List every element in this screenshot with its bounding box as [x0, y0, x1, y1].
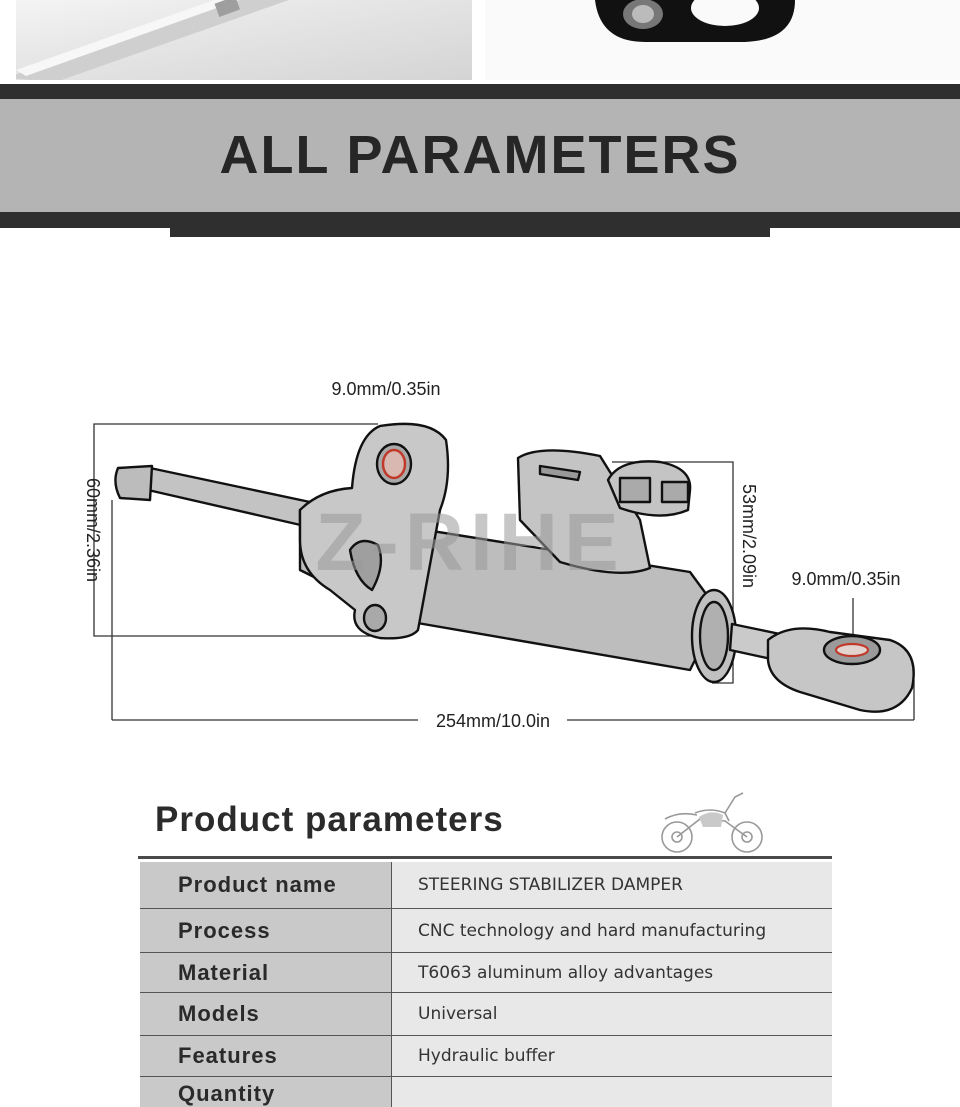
- watermark-logo: Z-RIHE: [315, 497, 625, 588]
- params-title: Product parameters: [155, 800, 504, 839]
- table-row: [140, 993, 832, 1036]
- param-value: Universal: [392, 993, 832, 1035]
- param-label: Product name: [140, 862, 392, 908]
- param-label: Material: [140, 953, 392, 992]
- motorcycle-illustration: [655, 783, 767, 859]
- param-label: Features: [140, 1036, 392, 1076]
- params-table: [140, 862, 832, 1107]
- dimension-diagram: [0, 340, 960, 760]
- photo-clamp-bracket: [485, 0, 960, 80]
- photo-damper-rod: [16, 0, 472, 80]
- dim-height-label: 60mm/2.36in: [83, 477, 103, 583]
- table-row: [140, 1077, 832, 1107]
- param-value: CNC technology and hard manufacturing: [392, 909, 832, 952]
- param-label: Process: [140, 909, 392, 952]
- top-photo-strip: [0, 0, 960, 84]
- param-value: [392, 1077, 832, 1107]
- table-top-rule: [138, 856, 832, 859]
- param-label: Models: [140, 993, 392, 1035]
- banner-underline: [170, 228, 770, 237]
- param-label: Quantity: [140, 1077, 392, 1107]
- dim-length-label: 254mm/10.0in: [435, 711, 551, 731]
- param-value: STEERING STABILIZER DAMPER: [392, 862, 832, 908]
- dim-top-hole-label: 9.0mm/0.35in: [331, 379, 441, 399]
- table-row: [140, 953, 832, 993]
- param-value: Hydraulic buffer: [392, 1036, 832, 1076]
- table-row: [140, 909, 832, 953]
- dim-end-hole-label: 9.0mm/0.35in: [791, 569, 901, 589]
- dim-mount-label: 53mm/2.09in: [739, 483, 759, 589]
- section-title: ALL PARAMETERS: [219, 125, 741, 185]
- table-row: [140, 862, 832, 909]
- table-row: [140, 1036, 832, 1077]
- param-value: T6063 aluminum alloy advantages: [392, 953, 832, 992]
